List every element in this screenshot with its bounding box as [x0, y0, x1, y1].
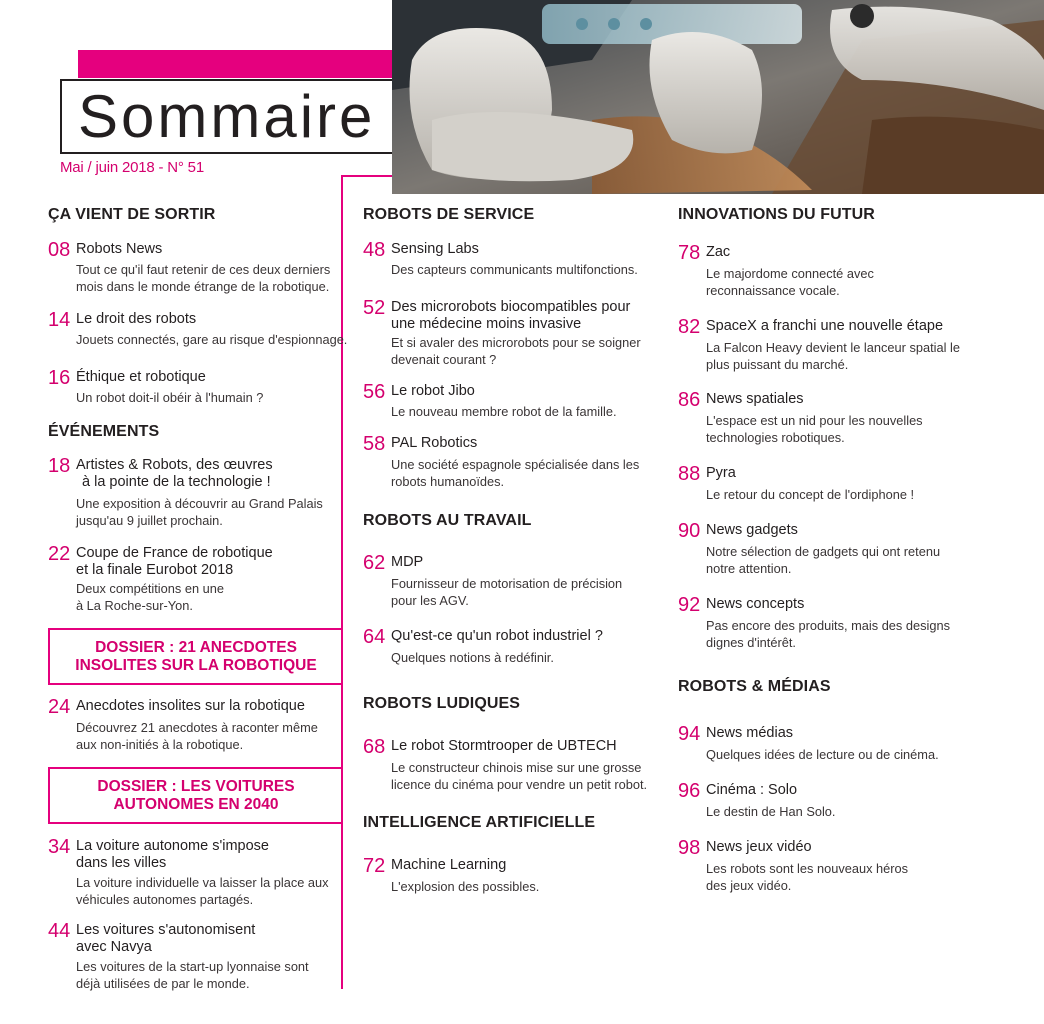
entry-title: Les voitures s'autonomisent	[76, 922, 256, 938]
entry-description: dignes d'intérêt.	[706, 635, 796, 650]
entry-description: Des capteurs communicants multifonctions.	[391, 262, 638, 277]
entry-title: News médias	[706, 725, 794, 741]
dossier-title-line: AUTONOMES EN 2040	[113, 796, 279, 813]
entry-title: Sensing Labs	[391, 241, 479, 257]
header-pink-bar	[78, 50, 394, 78]
entry-title: Robots News	[76, 241, 163, 257]
page-number: 94	[678, 723, 701, 745]
page-number: 24	[48, 696, 71, 718]
page-number: 56	[363, 381, 386, 403]
entry-title: News concepts	[706, 596, 805, 612]
entry-title: et la finale Eurobot 2018	[76, 562, 234, 578]
entry-description: Découvrez 21 anecdotes à raconter même	[76, 720, 318, 735]
dossier-banner[interactable]	[48, 767, 342, 824]
entry-description: véhicules autonomes partagés.	[76, 892, 254, 907]
page-number: 62	[363, 552, 386, 574]
entry-description: à La Roche-sur-Yon.	[76, 598, 193, 613]
entry-description: mois dans le monde étrange de la robotique.	[76, 279, 330, 294]
page-number: 78	[678, 242, 701, 264]
entry-title: Qu'est-ce qu'un robot industriel ?	[391, 628, 603, 644]
page-number: 16	[48, 367, 71, 389]
entry-description: Les voitures de la start-up lyonnaise sont	[76, 959, 309, 974]
page-number: 58	[363, 433, 386, 455]
entry-description: Le destin de Han Solo.	[706, 804, 836, 819]
section-heading: ÉVÉNEMENTS	[48, 423, 160, 440]
entry-description: Le majordome connecté avec	[706, 266, 874, 281]
entry-description: aux non-initiés à la robotique.	[76, 737, 244, 752]
page-number: 08	[48, 239, 71, 261]
page-number: 68	[363, 736, 386, 758]
entry-description: des jeux vidéo.	[706, 878, 792, 893]
entry-description: plus puissant du marché.	[706, 357, 849, 372]
entry-title: SpaceX a franchi une nouvelle étape	[706, 318, 944, 334]
column-divider-top	[341, 175, 392, 177]
dossier-banner[interactable]	[48, 628, 342, 685]
entry-description: technologies robotiques.	[706, 430, 845, 445]
title-box	[60, 79, 394, 154]
dossier-title-line: DOSSIER : 21 ANECDOTES	[95, 639, 297, 656]
entry-description: licence du cinéma pour vendre un petit robot.	[391, 777, 648, 792]
page-number: 64	[363, 626, 386, 648]
page-number: 44	[48, 920, 71, 942]
page-number: 88	[678, 463, 701, 485]
entry-description: Le nouveau membre robot de la famille.	[391, 404, 617, 419]
section-heading: ROBOTS AU TRAVAIL	[363, 512, 532, 529]
entry-title: Machine Learning	[391, 857, 507, 873]
entry-description: Le retour du concept de l'ordiphone !	[706, 487, 915, 502]
issue-number: Mai / juin 2018 - N° 51	[60, 159, 204, 176]
entry-description: L'explosion des possibles.	[391, 879, 540, 894]
entry-description: Les robots sont les nouveaux héros	[706, 861, 909, 876]
section-heading: ROBOTS DE SERVICE	[363, 206, 535, 223]
section-heading: ROBOTS & MÉDIAS	[678, 678, 831, 695]
entry-description: Notre sélection de gadgets qui ont retenu	[706, 544, 941, 559]
entry-description: Deux compétitions en une	[76, 581, 224, 596]
entry-description: reconnaissance vocale.	[706, 283, 840, 298]
page-number: 92	[678, 594, 701, 616]
dossier-title-line: INSOLITES SUR LA ROBOTIQUE	[75, 657, 317, 674]
page-number: 98	[678, 837, 701, 859]
entry-description: La voiture individuelle va laisser la place aux	[76, 875, 329, 890]
page-number: 52	[363, 297, 386, 319]
entry-title: Cinéma : Solo	[706, 782, 798, 798]
entry-title: avec Navya	[76, 939, 152, 955]
page-number: 90	[678, 520, 701, 542]
section-heading: INNOVATIONS DU FUTUR	[678, 206, 875, 223]
page-number: 34	[48, 836, 71, 858]
entry-description: L'espace est un nid pour les nouvelles	[706, 413, 923, 428]
page-number: 48	[363, 239, 386, 261]
entry-description: Pas encore des produits, mais des designs	[706, 618, 950, 633]
entry-description: La Falcon Heavy devient le lanceur spatial le	[706, 340, 960, 355]
entry-description: devenait courant ?	[391, 352, 497, 367]
entry-description: déjà utilisées de par le monde.	[76, 976, 250, 991]
column-divider	[341, 175, 343, 989]
entry-description: Une exposition à découvrir au Grand Palais	[76, 496, 323, 511]
entry-description: notre attention.	[706, 561, 792, 576]
entry-description: Fournisseur de motorisation de précision	[391, 576, 623, 591]
entry-title: Des microrobots biocompatibles pour	[391, 299, 631, 315]
entry-title: Le robot Stormtrooper de UBTECH	[391, 738, 617, 754]
entry-title: Coupe de France de robotique	[76, 545, 273, 561]
entry-description: pour les AGV.	[391, 593, 469, 608]
entry-description: Tout ce qu'il faut retenir de ces deux derniers	[76, 262, 331, 277]
page-number: 18	[48, 455, 71, 477]
entry-description: Quelques idées de lecture ou de cinéma.	[706, 747, 939, 762]
section-heading: ÇA VIENT DE SORTIR	[48, 206, 216, 223]
entry-description: robots humanoïdes.	[391, 474, 505, 489]
entry-title: Zac	[706, 244, 731, 260]
entry-description: Jouets connectés, gare au risque d'espionnage.	[76, 332, 348, 347]
page-title: Sommaire	[78, 83, 376, 150]
entry-title: Le droit des robots	[76, 311, 197, 327]
entry-description: Le constructeur chinois mise sur une grosse	[391, 760, 642, 775]
entry-title: Artistes & Robots, des œuvres	[76, 457, 273, 473]
section-heading: ROBOTS LUDIQUES	[363, 695, 521, 712]
page-number: 96	[678, 780, 701, 802]
page-number: 82	[678, 316, 701, 338]
entry-description: Et si avaler des microrobots pour se soigner	[391, 335, 641, 350]
entry-title: La voiture autonome s'impose	[76, 838, 269, 854]
page-number: 72	[363, 855, 386, 877]
dossier-title-line: DOSSIER : LES VOITURES	[97, 778, 295, 795]
entry-title: News jeux vidéo	[706, 839, 812, 855]
entry-title: à la pointe de la technologie !	[82, 474, 271, 490]
page-number: 14	[48, 309, 71, 331]
entry-description: jusqu'au 9 juillet prochain.	[76, 513, 223, 528]
car-interior-illustration	[392, 0, 1044, 194]
entry-title: News spatiales	[706, 391, 804, 407]
entry-title: Anecdotes insolites sur la robotique	[76, 698, 305, 714]
entry-title: Le robot Jibo	[391, 383, 475, 399]
cover-photo-car-interior	[392, 0, 1044, 194]
entry-description: Un robot doit-il obéir à l'humain ?	[76, 390, 264, 405]
section-heading: INTELLIGENCE ARTIFICIELLE	[363, 814, 596, 831]
entry-title: Éthique et robotique	[76, 369, 206, 385]
entry-title: MDP	[391, 554, 424, 570]
entry-title: dans les villes	[76, 855, 167, 871]
entry-title: PAL Robotics	[391, 435, 478, 451]
entry-title: News gadgets	[706, 522, 798, 538]
page-number: 86	[678, 389, 701, 411]
page-number: 22	[48, 543, 71, 565]
entry-title: Pyra	[706, 465, 736, 481]
entry-title: une médecine moins invasive	[391, 316, 582, 332]
entry-description: Une société espagnole spécialisée dans les	[391, 457, 640, 472]
entry-description: Quelques notions à redéfinir.	[391, 650, 554, 665]
